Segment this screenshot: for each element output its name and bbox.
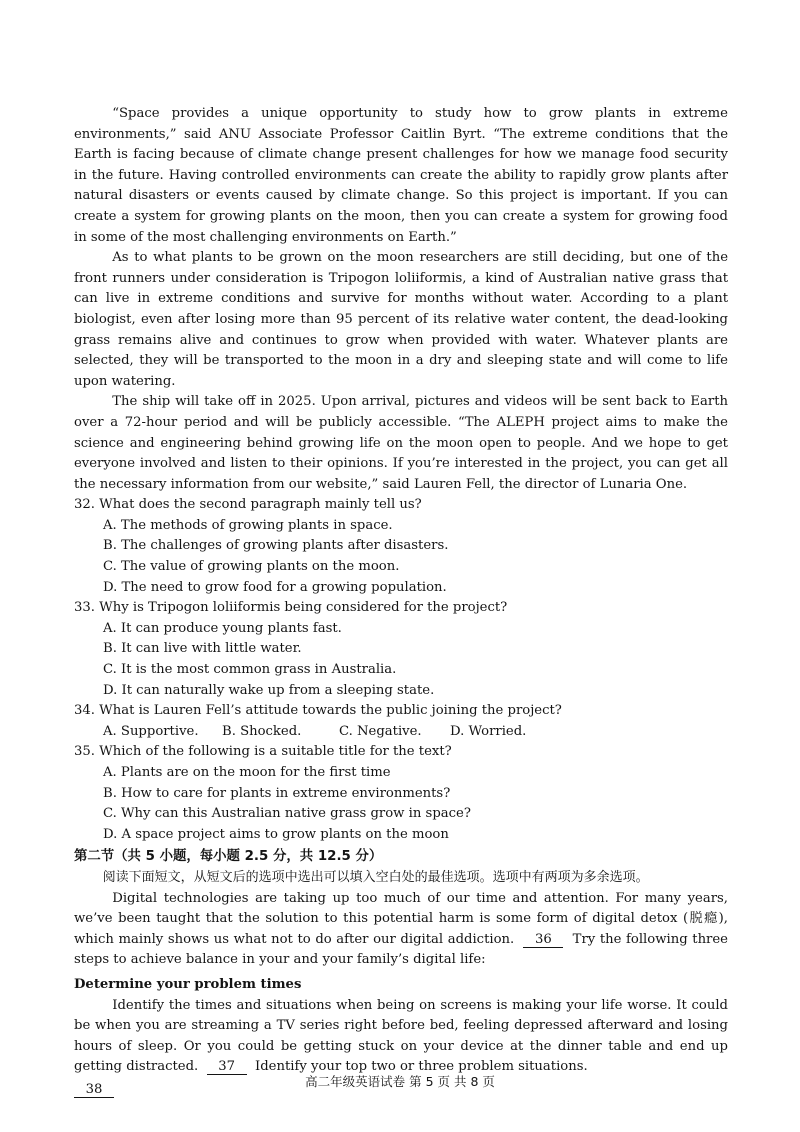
blank-37: 37: [207, 1059, 247, 1075]
options-row: [103, 722, 728, 743]
passage-paragraph-2: As to what plants to be grown on the moon researchers are still deciding, but one of the front runners under consideration is Tripogon loliiformis, a kind of Australian native grass that can live in extreme conditions and survive for months without water. According to a plant biologist, even after losing more than 95 percent of its relative water content, the dead-looking grass remains alive and continues to grow when provided with water. Whatever plants are selected, they will be transported to the moon in a dry and sleeping state and will come to life upon watering.: [74, 250, 728, 389]
page-footer: 高二年级英语试卷 第 5 页 共 8 页: [305, 1074, 495, 1089]
cloze-text: Identify the times and situations when being on screens is making your life worse. It could be when you are streaming a TV series right before bed, feeling depressed afterward and losing hours of sleep. Or you could be getting stuck on your device at the dinner table and end up getting distracted.: [74, 997, 728, 1075]
cloze-text: Identify your top two or three problem situations.: [255, 1059, 588, 1075]
subheading-problem-times: Determine your problem times: [74, 976, 302, 992]
option-c: C. Negative.: [339, 723, 422, 739]
option-d: D. A space project aims to grow plants on the moon: [103, 826, 449, 842]
option-c: C. It is the most common grass in Australia.: [103, 662, 397, 678]
passage-paragraph-1: “Space provides a unique opportunity to study how to grow plants in extreme environments,” said ANU Associate Professor Caitlin Byrt. “The extreme conditions that the Earth is facing because of climate change present challenges for how we manage food security in the future. Having controlled environments can create the ability to rapidly grow plants after natural disasters or events caused by climate change. So this project is important. If you can create a system for growing plants on the moon, then you can create a system for growing food in some of the most challenging environments on Earth.”: [74, 106, 728, 245]
option-d: D. The need to grow food for a growing population.: [103, 579, 447, 595]
option-c: C. Why can this Australian native grass grow in space?: [103, 806, 471, 822]
option-a: A. It can produce young plants fast.: [103, 620, 342, 636]
question-stem: 34. What is Lauren Fell’s attitude towards the public joining the project?: [74, 703, 562, 719]
option-b: B. Shocked.: [222, 723, 302, 739]
question-stem: 32. What does the second paragraph mainly tell us?: [74, 497, 422, 513]
cloze-paragraph-1: [74, 889, 728, 971]
question-34: [74, 701, 728, 742]
option-d: D. Worried.: [450, 723, 527, 739]
blank-38: 38: [74, 1082, 114, 1098]
option-a: A. Supportive.: [103, 723, 199, 739]
option-a: A. Plants are on the moon for the first time: [103, 765, 391, 780]
cloze-text: Digital technologies are taking up too much of our time and attention. For many years, we’ve been taught that the solution to this potential harm is some form of digital detox (脱瘾), which mainly shows us what not to do after our digital addiction.: [74, 890, 728, 947]
section-2-heading: 第二节（共 5 小题，每小题 2.5 分，共 12.5 分）: [74, 849, 383, 865]
option-d: D. It can naturally wake up from a sleeping state.: [103, 682, 435, 698]
section-2-instructions: 阅读下面短文，从短文后的选项中选出可以填入空白处的最佳选项。选项中有两项为多余选项。: [102, 869, 649, 885]
option-a: A. The methods of growing plants in space.: [103, 517, 393, 533]
option-b: B. How to care for plants in extreme environments?: [103, 785, 451, 801]
question-35: [74, 742, 728, 845]
option-c: C. The value of growing plants on the moon.: [103, 559, 400, 575]
blank-36: 36: [523, 932, 563, 948]
cloze-paragraph-2: [74, 996, 728, 1078]
passage-paragraph-3: The ship will take off in 2025. Upon arrival, pictures and videos will be sent back to Earth over a 72-hour period and will be publicly accessible. “The ALEPH project aims to make the science and engineering behind growing life on the moon open to people. And we hope to get everyone involved and listen to their opinions. If you’re interested in the project, you can get all the necessary information from our website,” said Lauren Fell, the director of Lunaria One.: [74, 394, 728, 492]
option-b: B. It can live with little water.: [103, 641, 302, 657]
cloze-text: Try the following three steps to achieve balance in your and your family’s digital life:: [74, 931, 728, 968]
question-33: [74, 598, 728, 701]
question-32: [74, 495, 728, 598]
option-b: B. The challenges of growing plants after disasters.: [103, 538, 449, 554]
question-stem: 33. Why is Tripogon loliiformis being considered for the project?: [74, 600, 508, 616]
question-stem: 35. Which of the following is a suitable title for the text?: [74, 744, 452, 760]
